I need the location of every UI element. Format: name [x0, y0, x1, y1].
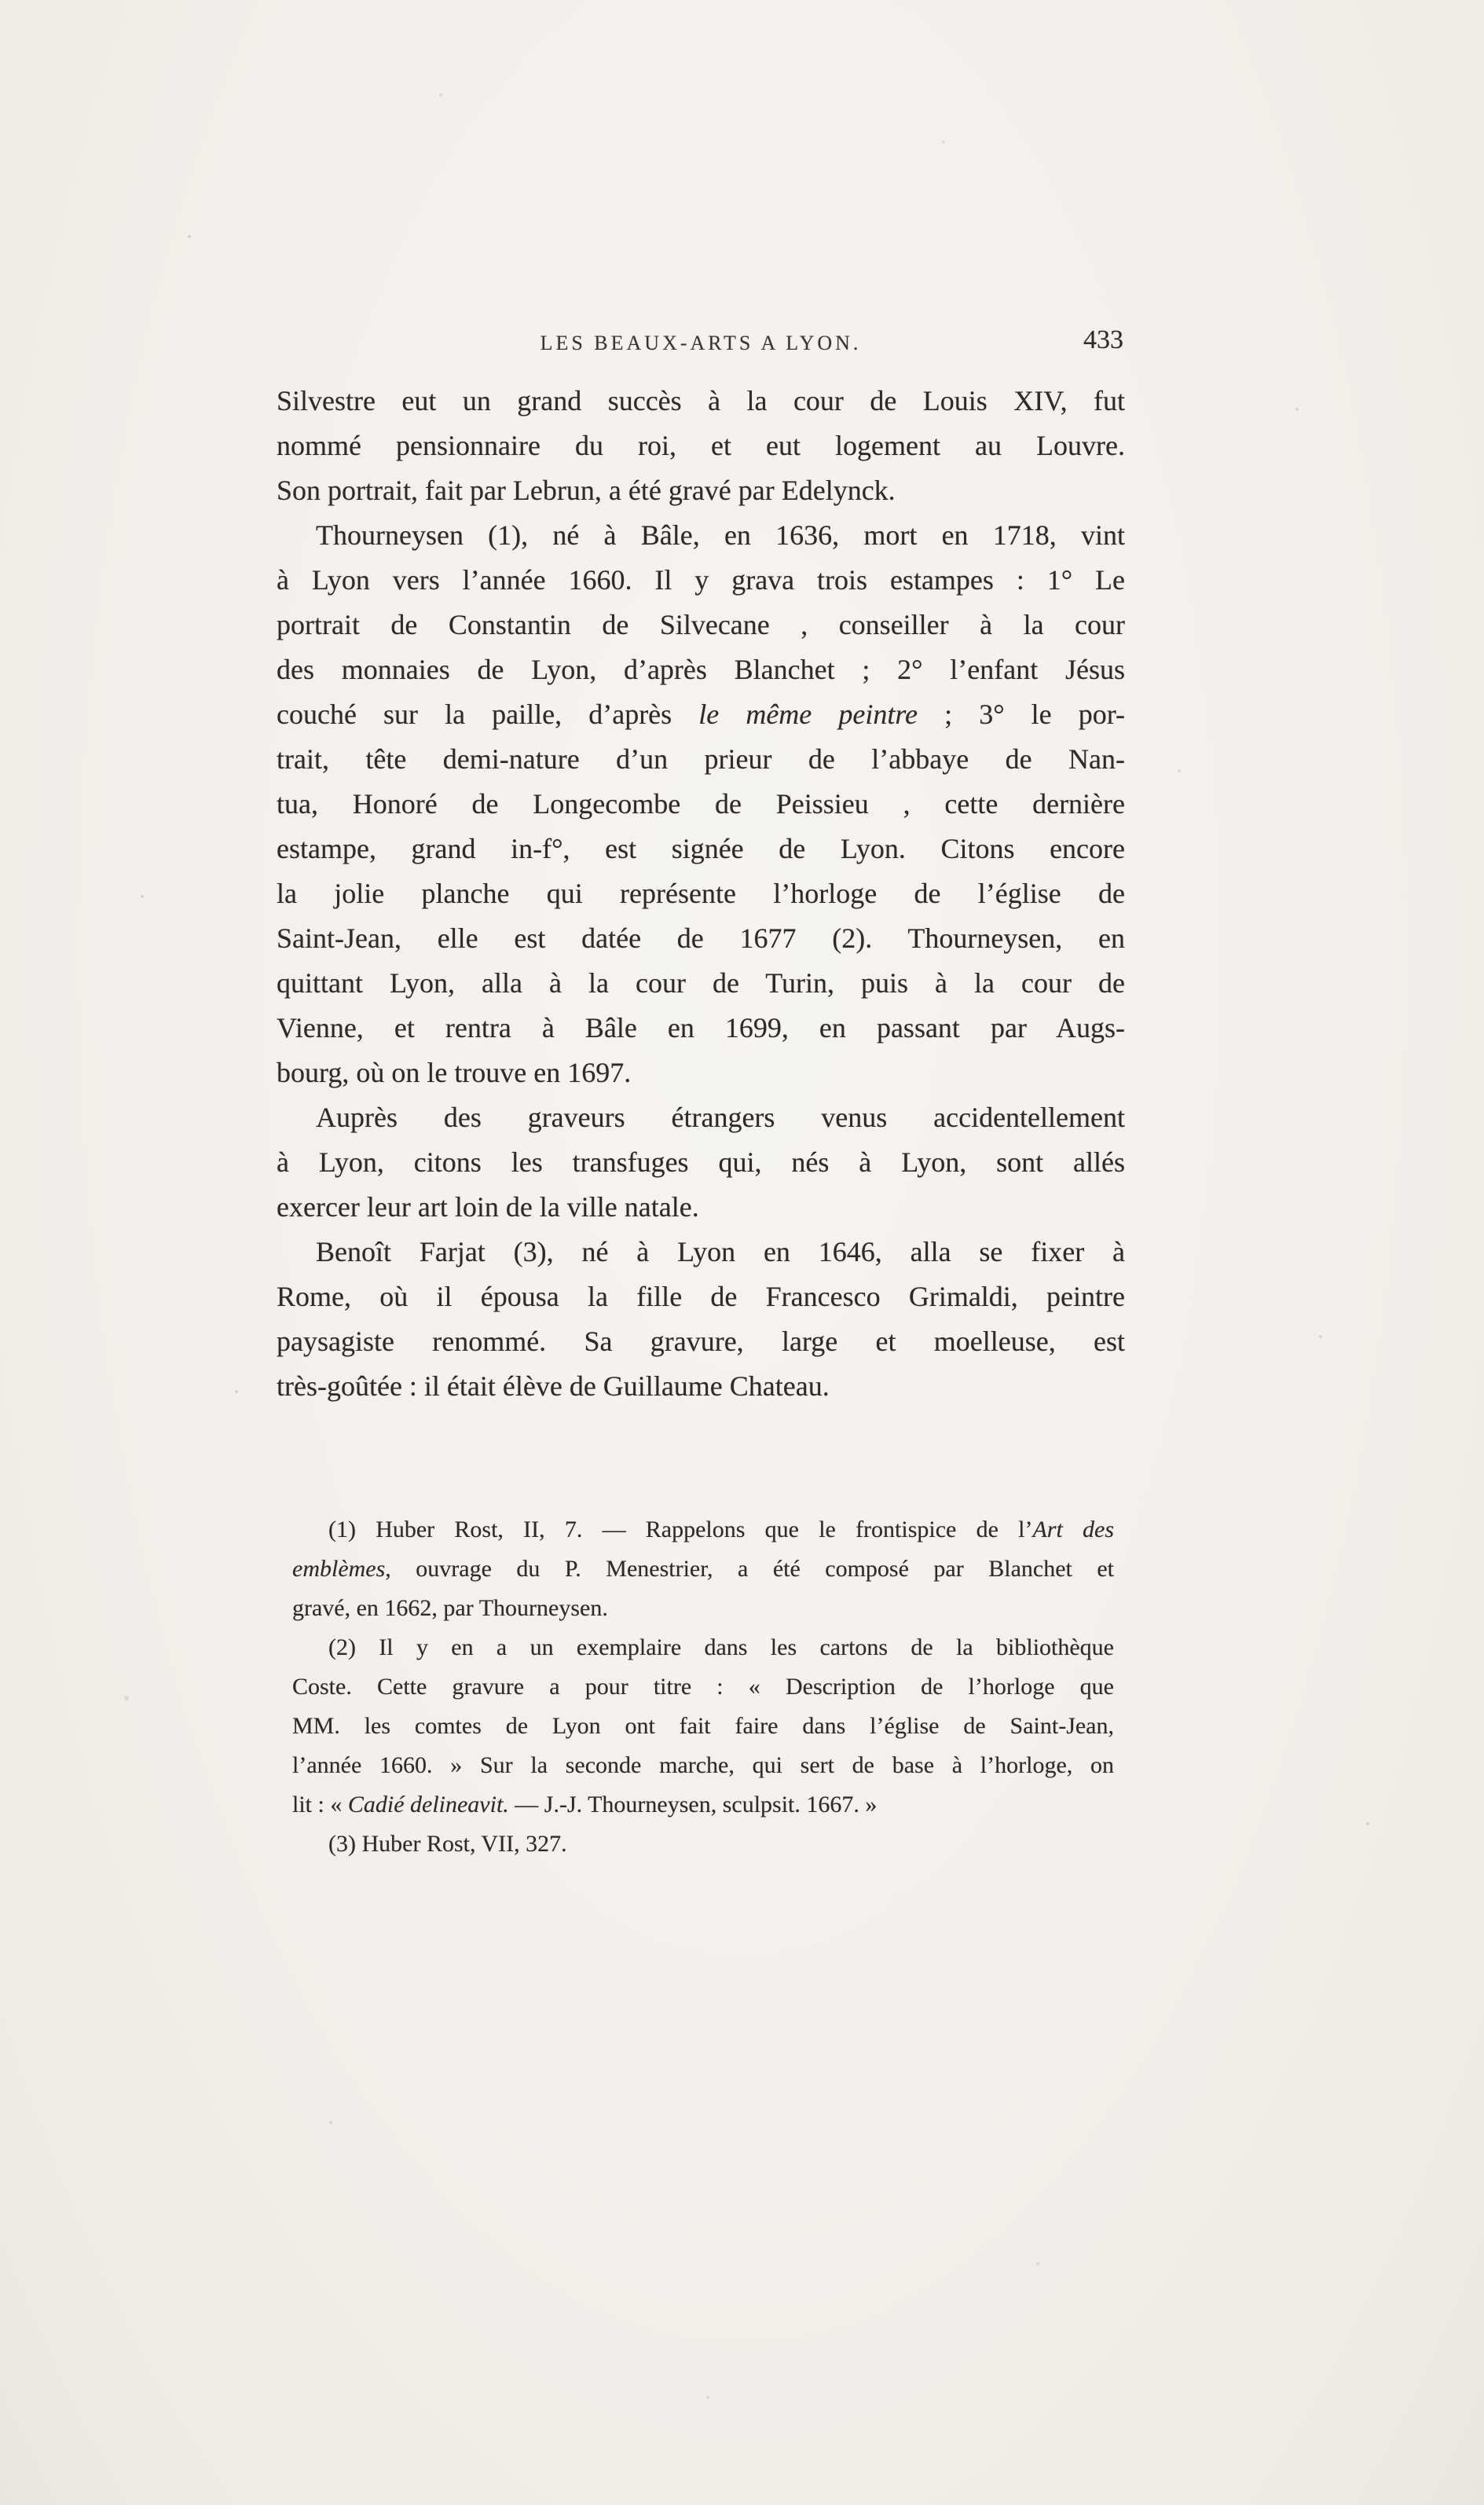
text-segment: , ouvrage du P. Menestrier, a été composé par Blanchet et — [385, 1556, 1114, 1582]
text-line — [292, 1746, 1114, 1785]
text-segment: Vienne, et rentra à Bâle en 1699, en passant par Augs- — [277, 1012, 1125, 1043]
text-segment: ; 3° le por- — [918, 699, 1125, 730]
paragraph — [292, 1825, 1114, 1864]
text-line — [292, 1707, 1114, 1746]
paragraph — [277, 379, 1125, 513]
text-segment: gravé, en 1662, par Thourneysen. — [292, 1595, 608, 1621]
text-segment: trait, tête demi-nature d’un prieur de l’abbaye de Nan- — [277, 743, 1125, 775]
text-line — [277, 424, 1125, 468]
text-line — [277, 871, 1125, 916]
text-segment: (3) Huber Rost, VII, 327. — [328, 1831, 567, 1857]
page-number: 433 — [1083, 325, 1123, 354]
text-line — [277, 513, 1125, 558]
text-line — [277, 961, 1125, 1006]
text-segment: exercer leur art loin de la ville natale. — [277, 1191, 699, 1223]
text-segment: Silvestre eut un grand succès à la cour de Louis XIV, fut — [277, 385, 1125, 416]
paragraph — [292, 1510, 1114, 1628]
text-segment: l’année 1660. » Sur la seconde marche, qui sert de base à l’horloge, on — [292, 1752, 1114, 1778]
text-segment: Auprès des graveurs étrangers venus accidentellement — [316, 1102, 1125, 1133]
text-line — [277, 1319, 1125, 1364]
text-line — [277, 558, 1125, 603]
paragraph — [277, 1095, 1125, 1230]
text-line — [277, 692, 1125, 737]
text-segment: des monnaies de Lyon, d’après Blanchet ; 2° l’enfant Jésus — [277, 654, 1125, 685]
text-segment: — J.-J. Thourneysen, sculpsit. 1667. » — [508, 1792, 878, 1817]
scan-noise — [0, 0, 2, 2]
text-line — [277, 603, 1125, 647]
text-line — [292, 1510, 1114, 1550]
paragraph — [292, 1628, 1114, 1825]
text-line — [277, 468, 1125, 513]
text-line — [292, 1785, 1114, 1825]
text-segment: à Lyon vers l’année 1660. Il y grava trois estampes : 1° Le — [277, 564, 1125, 596]
text-line — [277, 1006, 1125, 1051]
text-segment: Thourneysen (1), né à Bâle, en 1636, mort en 1718, vint — [316, 519, 1125, 551]
text-segment: Rome, où il épousa la fille de Francesco Grimaldi, peintre — [277, 1281, 1125, 1312]
text-segment: Benoît Farjat (3), né à Lyon en 1646, alla se fixer à — [316, 1236, 1125, 1267]
text-line — [277, 379, 1125, 424]
text-line — [277, 737, 1125, 782]
text-segment: Son portrait, fait par Lebrun, a été gravé par Edelynck. — [277, 475, 896, 506]
text-segment: quittant Lyon, alla à la cour de Turin, puis à la cour de — [277, 967, 1125, 999]
running-header-title: LES BEAUX-ARTS A LYON. — [540, 332, 862, 354]
italic-text-segment: Cadié delineavit. — [347, 1792, 509, 1817]
text-line — [277, 1364, 1125, 1409]
text-line — [292, 1667, 1114, 1707]
text-line — [292, 1589, 1114, 1628]
text-segment: très-goûtée : il était élève de Guillaume Chateau. — [277, 1370, 830, 1402]
paragraph — [277, 513, 1125, 1095]
text-line — [277, 1095, 1125, 1140]
text-line — [277, 1140, 1125, 1185]
text-line — [277, 827, 1125, 871]
text-line — [277, 782, 1125, 827]
text-segment: la jolie planche qui représente l’horloge de l’église de — [277, 878, 1125, 909]
text-segment: à Lyon, citons les transfuges qui, nés à Lyon, sont allés — [277, 1146, 1125, 1178]
main-text — [277, 379, 1125, 1409]
italic-text-segment: le même peintre — [698, 699, 918, 730]
text-segment: tua, Honoré de Longecombe de Peissieu , cette dernière — [277, 788, 1125, 820]
text-segment: lit : « — [292, 1792, 348, 1817]
text-segment: bourg, où on le trouve en 1697. — [277, 1057, 632, 1088]
text-line — [292, 1628, 1114, 1667]
text-line — [277, 647, 1125, 692]
text-segment: (1) Huber Rost, II, 7. — Rappelons que le frontispice de l’ — [328, 1517, 1033, 1542]
text-segment: paysagiste renommé. Sa gravure, large et moelleuse, est — [277, 1326, 1125, 1357]
text-segment: MM. les comtes de Lyon ont fait faire dans l’église de Saint-Jean, — [292, 1713, 1114, 1739]
text-segment: Coste. Cette gravure a pour titre : « Description de l’horloge que — [292, 1674, 1114, 1700]
text-segment: (2) Il y en a un exemplaire dans les cartons de la bibliothèque — [328, 1634, 1114, 1660]
text-line — [277, 1051, 1125, 1095]
running-header — [277, 325, 1125, 360]
italic-text-segment: Art des — [1032, 1517, 1115, 1542]
text-line — [292, 1550, 1114, 1589]
text-segment: Saint-Jean, elle est datée de 1677 (2). Thourneysen, en — [277, 922, 1125, 954]
text-line — [277, 916, 1125, 961]
text-line — [277, 1275, 1125, 1319]
text-line — [292, 1825, 1114, 1864]
text-line — [277, 1230, 1125, 1275]
footnotes — [292, 1510, 1114, 1864]
italic-text-segment: emblèmes — [292, 1556, 386, 1582]
paragraph — [277, 1230, 1125, 1409]
text-segment: nommé pensionnaire du roi, et eut logement au Louvre. — [277, 430, 1125, 461]
text-segment: couché sur la paille, d’après — [277, 699, 699, 730]
text-line — [277, 1185, 1125, 1230]
text-segment: portrait de Constantin de Silvecane , conseiller à la cour — [277, 609, 1125, 640]
text-segment: estampe, grand in-f°, est signée de Lyon. Citons encore — [277, 833, 1125, 864]
